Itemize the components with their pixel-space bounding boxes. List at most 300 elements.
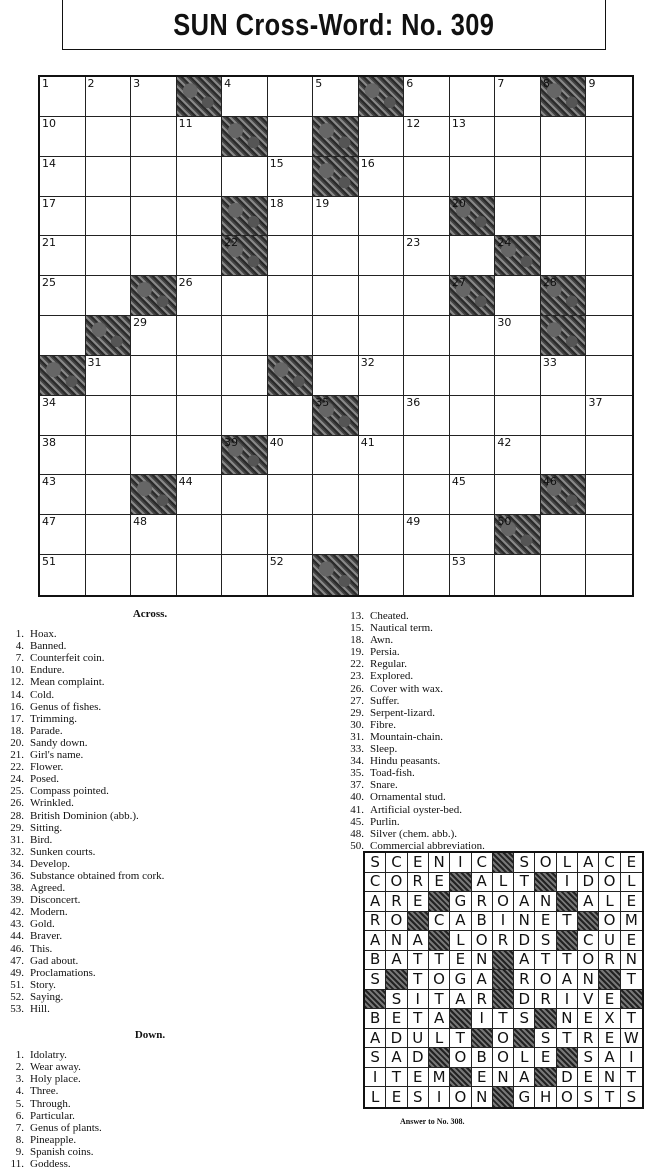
clue-item [0, 810, 300, 822]
clue-item-number: 16. [10, 700, 24, 713]
clue-item-number: 42. [10, 906, 24, 919]
black-square [313, 396, 359, 436]
answer-black-square [450, 873, 471, 893]
grid-cell[interactable] [40, 515, 86, 555]
grid-cell[interactable] [404, 77, 450, 117]
grid-cell[interactable] [313, 475, 359, 515]
grid-cell[interactable] [541, 515, 587, 555]
black-square [222, 197, 268, 237]
grid-cell[interactable] [404, 436, 450, 476]
clue-item-number: 52. [10, 990, 24, 1003]
answer-letter: H [535, 1087, 556, 1107]
grid-cell[interactable] [359, 197, 405, 237]
answer-black-square [514, 1029, 535, 1049]
clue-item-number: 39. [10, 894, 24, 907]
clue-item [0, 749, 300, 761]
grid-cell[interactable] [131, 515, 177, 555]
grid-cell[interactable] [541, 436, 587, 476]
grid-cell[interactable] [450, 236, 496, 276]
grid-cell[interactable] [131, 197, 177, 237]
clue-number: 38 [42, 435, 56, 449]
grid-cell[interactable] [586, 316, 632, 356]
clue-number: 35 [315, 395, 330, 409]
grid-cell[interactable] [450, 316, 496, 356]
clue-item [0, 822, 300, 834]
clue-item-number: 29. [350, 706, 364, 719]
answer-letter: E [408, 853, 429, 873]
grid-cell[interactable] [404, 515, 450, 555]
answer-letter: U [599, 931, 620, 951]
grid-cell[interactable] [586, 356, 632, 396]
grid-cell[interactable] [131, 356, 177, 396]
clue-item [0, 628, 300, 640]
grid-cell[interactable] [586, 276, 632, 316]
grid-cell[interactable] [541, 555, 587, 595]
grid-cell[interactable] [450, 157, 496, 197]
grid-cell[interactable] [586, 555, 632, 595]
clue-item [0, 894, 300, 906]
grid-cell[interactable] [495, 117, 541, 157]
clue-item-number: 44. [10, 930, 24, 943]
grid-cell[interactable] [40, 197, 86, 237]
clue-number: 37 [588, 395, 603, 409]
answer-letter: S [535, 1029, 556, 1049]
clue-number: 13 [451, 116, 466, 130]
clue-item-number: 12. [10, 676, 24, 689]
clue-item-text: Mean complaint. [30, 676, 105, 689]
grid-cell[interactable] [268, 197, 314, 237]
clue-item-text: Regular. [370, 658, 407, 671]
clue-item [0, 906, 300, 918]
answer-letter: T [557, 951, 578, 971]
clue-item [340, 804, 640, 816]
grid-cell[interactable] [86, 77, 132, 117]
black-square [177, 77, 223, 117]
answer-letter: S [578, 1087, 599, 1107]
answer-letter: A [514, 1068, 535, 1088]
clue-item [0, 773, 300, 785]
grid-cell[interactable] [177, 475, 223, 515]
grid-cell[interactable] [404, 475, 450, 515]
clue-item-number: 9. [15, 1145, 24, 1158]
answer-black-square [493, 990, 514, 1010]
grid-cell[interactable] [268, 396, 314, 436]
grid-cell[interactable] [40, 157, 86, 197]
grid-cell[interactable] [359, 475, 405, 515]
answer-black-square [493, 853, 514, 873]
clue-item [0, 991, 300, 1003]
grid-cell[interactable] [495, 157, 541, 197]
grid-cell[interactable] [268, 515, 314, 555]
grid-cell[interactable] [586, 396, 632, 436]
answer-letter: G [450, 970, 471, 990]
clue-item-text: British Dominion (abb.). [30, 809, 139, 822]
grid-cell[interactable] [222, 77, 268, 117]
answer-letter: O [493, 892, 514, 912]
grid-cell[interactable] [404, 356, 450, 396]
grid-cell[interactable] [359, 276, 405, 316]
clue-number: 44 [178, 475, 193, 489]
grid-cell[interactable] [450, 396, 496, 436]
answer-letter: O [578, 951, 599, 971]
grid-cell[interactable] [495, 197, 541, 237]
clue-item [0, 967, 300, 979]
clue-item [0, 979, 300, 991]
answer-letter: N [621, 951, 642, 971]
clue-item [340, 610, 640, 622]
grid-cell[interactable] [222, 396, 268, 436]
grid-cell[interactable] [40, 236, 86, 276]
answer-black-square [450, 1009, 471, 1029]
grid-cell[interactable] [40, 555, 86, 595]
grid-cell[interactable] [131, 77, 177, 117]
clue-item-number: 33. [350, 743, 364, 756]
grid-cell[interactable] [177, 197, 223, 237]
grid-cell[interactable] [313, 276, 359, 316]
clue-item-number: 20. [10, 736, 24, 749]
grid-cell[interactable] [541, 236, 587, 276]
clue-item-text: Wrinkled. [30, 797, 74, 810]
clue-item [340, 683, 640, 695]
grid-cell[interactable] [222, 276, 268, 316]
grid-cell[interactable] [359, 436, 405, 476]
grid-cell[interactable] [86, 236, 132, 276]
grid-cell[interactable] [404, 157, 450, 197]
answer-letter: N [386, 931, 407, 951]
clue-item [0, 689, 300, 701]
grid-cell[interactable] [495, 436, 541, 476]
clue-item-text: Bird. [30, 833, 53, 846]
answer-letter: I [557, 873, 578, 893]
clue-item-number: 7. [15, 1121, 24, 1134]
grid-cell[interactable] [40, 316, 86, 356]
clue-item-text: Holy place. [30, 1073, 81, 1086]
grid-cell[interactable] [404, 117, 450, 157]
grid-cell[interactable] [359, 396, 405, 436]
grid-cell[interactable] [450, 515, 496, 555]
clue-number: 45 [451, 475, 466, 489]
black-square [450, 197, 496, 237]
clue-item-text: Purlin. [370, 815, 400, 828]
answer-letter: O [493, 1029, 514, 1049]
answer-letter: O [429, 970, 450, 990]
grid-cell[interactable] [313, 316, 359, 356]
answer-letter: C [578, 931, 599, 951]
grid-cell[interactable] [541, 197, 587, 237]
grid-cell[interactable] [131, 436, 177, 476]
clue-number: 4 [224, 77, 232, 90]
grid-cell[interactable] [495, 396, 541, 436]
grid-cell[interactable] [177, 236, 223, 276]
grid-cell[interactable] [450, 436, 496, 476]
grid-cell[interactable] [495, 276, 541, 316]
clue-item-number: 13. [350, 610, 364, 622]
grid-cell[interactable] [86, 276, 132, 316]
grid-cell[interactable] [359, 236, 405, 276]
answer-letter: B [472, 1048, 493, 1068]
grid-cell[interactable] [359, 117, 405, 157]
clue-item-number: 40. [350, 791, 364, 804]
clue-item [340, 707, 640, 719]
answer-letter: I [429, 1087, 450, 1107]
grid-cell[interactable] [450, 475, 496, 515]
grid-cell[interactable] [313, 236, 359, 276]
grid-cell[interactable] [313, 77, 359, 117]
clue-item [0, 1110, 300, 1122]
clue-item-text: Braver. [30, 930, 63, 943]
clue-item [0, 1134, 300, 1146]
clue-number: 53 [451, 555, 466, 569]
answer-letter: O [599, 873, 620, 893]
grid-cell[interactable] [495, 77, 541, 117]
clue-item [340, 719, 640, 731]
grid-cell[interactable] [86, 197, 132, 237]
black-square [541, 316, 587, 356]
grid-cell[interactable] [313, 197, 359, 237]
grid-cell[interactable] [404, 276, 450, 316]
grid-cell[interactable] [586, 436, 632, 476]
clue-number: 1 [42, 77, 49, 90]
clue-item-number: 31. [10, 833, 24, 846]
grid-cell[interactable] [86, 396, 132, 436]
clue-item-number: 29. [10, 821, 24, 834]
clue-item [340, 828, 640, 840]
clue-item [0, 797, 300, 809]
grid-cell[interactable] [359, 316, 405, 356]
clue-item [0, 713, 300, 725]
clue-item-text: Cold. [30, 688, 55, 701]
grid-cell[interactable] [40, 117, 86, 157]
clue-item [0, 701, 300, 713]
grid-cell[interactable] [40, 276, 86, 316]
grid-cell[interactable] [86, 157, 132, 197]
clue-item [0, 652, 300, 664]
grid-cell[interactable] [268, 316, 314, 356]
grid-cell[interactable] [313, 436, 359, 476]
clue-number: 47 [42, 515, 56, 529]
answer-letter: N [599, 1068, 620, 1088]
grid-cell[interactable] [404, 236, 450, 276]
grid-cell[interactable] [177, 396, 223, 436]
grid-cell[interactable] [541, 356, 587, 396]
answer-letter: R [472, 990, 493, 1010]
clue-number: 9 [588, 77, 596, 90]
grid-cell[interactable] [359, 555, 405, 595]
grid-cell[interactable] [86, 515, 132, 555]
grid-cell[interactable] [586, 236, 632, 276]
clue-number: 34 [42, 395, 56, 409]
clue-number: 24 [497, 236, 512, 250]
clue-item-text: Posed. [30, 773, 60, 786]
clue-item-text: Girl's name. [30, 749, 84, 762]
clue-item-number: 25. [10, 785, 24, 798]
answer-letter: L [493, 873, 514, 893]
answer-letter: U [408, 1029, 429, 1049]
answer-letter: G [450, 892, 471, 912]
answer-letter: T [408, 970, 429, 990]
grid-cell[interactable] [586, 117, 632, 157]
grid-cell[interactable] [40, 77, 86, 117]
clue-item-text: Awn. [370, 634, 394, 647]
grid-cell[interactable] [177, 157, 223, 197]
down-clue-list-left [0, 1049, 300, 1170]
clue-item [0, 676, 300, 688]
answer-black-square [429, 931, 450, 951]
answer-letter: C [599, 853, 620, 873]
grid-cell[interactable] [268, 276, 314, 316]
answer-letter: N [429, 853, 450, 873]
grid-cell[interactable] [86, 555, 132, 595]
grid-cell[interactable] [177, 436, 223, 476]
grid-cell[interactable] [131, 157, 177, 197]
clue-item [0, 955, 300, 967]
answer-letter: I [472, 1009, 493, 1029]
grid-cell[interactable] [40, 396, 86, 436]
clue-item [340, 767, 640, 779]
grid-cell[interactable] [86, 117, 132, 157]
clue-item-number: 53. [10, 1003, 24, 1015]
grid-cell[interactable] [131, 117, 177, 157]
clue-item [0, 943, 300, 955]
answer-letter: T [557, 912, 578, 932]
grid-cell[interactable] [495, 475, 541, 515]
answer-letter: A [450, 912, 471, 932]
grid-cell[interactable] [404, 316, 450, 356]
grid-cell[interactable] [313, 356, 359, 396]
grid-cell[interactable] [222, 356, 268, 396]
answer-letter: D [408, 1048, 429, 1068]
grid-cell[interactable] [222, 555, 268, 595]
answer-letter: O [535, 970, 556, 990]
grid-cell[interactable] [495, 316, 541, 356]
grid-cell[interactable] [359, 157, 405, 197]
grid-cell[interactable] [404, 396, 450, 436]
answer-letter: R [493, 931, 514, 951]
grid-cell[interactable] [177, 276, 223, 316]
clue-item-text: Sleep. [370, 743, 398, 756]
grid-cell[interactable] [268, 77, 314, 117]
answer-letter: L [450, 931, 471, 951]
grid-cell[interactable] [586, 77, 632, 117]
answer-letter: M [621, 912, 642, 932]
grid-cell[interactable] [404, 197, 450, 237]
clue-number: 27 [451, 276, 466, 290]
grid-cell[interactable] [268, 117, 314, 157]
grid-cell[interactable] [268, 436, 314, 476]
clue-item [340, 743, 640, 755]
answer-letter: O [386, 873, 407, 893]
clue-item-number: 21. [10, 749, 24, 762]
clue-item-number: 11. [10, 1158, 24, 1170]
grid-cell[interactable] [222, 316, 268, 356]
answer-letter: A [365, 892, 386, 912]
grid-cell[interactable] [86, 356, 132, 396]
clue-number: 16 [360, 156, 375, 170]
grid-cell[interactable] [86, 436, 132, 476]
answer-black-square [578, 912, 599, 932]
grid-cell[interactable] [268, 555, 314, 595]
grid-cell[interactable] [131, 396, 177, 436]
grid-cell[interactable] [495, 555, 541, 595]
grid-cell[interactable] [131, 316, 177, 356]
clue-number: 22 [224, 236, 239, 250]
grid-cell[interactable] [450, 555, 496, 595]
grid-cell[interactable] [359, 515, 405, 555]
answer-letter: A [429, 1009, 450, 1029]
grid-cell[interactable] [450, 117, 496, 157]
grid-cell[interactable] [586, 515, 632, 555]
grid-cell[interactable] [86, 475, 132, 515]
clue-item-text: Hoax. [30, 628, 57, 641]
answer-letter: C [386, 853, 407, 873]
clue-item-text: Genus of fishes. [30, 700, 102, 713]
clue-item-number: 23. [350, 670, 364, 683]
answer-letter: T [408, 951, 429, 971]
answer-letter: C [365, 873, 386, 893]
grid-cell[interactable] [177, 555, 223, 595]
answer-letter: X [599, 1009, 620, 1029]
answer-letter: S [386, 990, 407, 1010]
grid-cell[interactable] [450, 356, 496, 396]
clue-item-number: 3. [15, 1073, 24, 1086]
answer-letter: R [514, 970, 535, 990]
grid-cell[interactable] [131, 555, 177, 595]
clue-item [0, 785, 300, 797]
grid-cell[interactable] [359, 356, 405, 396]
grid-cell[interactable] [313, 515, 359, 555]
grid-cell[interactable] [586, 197, 632, 237]
clue-item-text: Modern. [30, 906, 68, 919]
grid-cell[interactable] [541, 157, 587, 197]
grid-cell[interactable] [131, 236, 177, 276]
clue-item-number: 34. [10, 857, 24, 870]
clue-item-number: 17. [10, 712, 24, 725]
grid-cell[interactable] [177, 356, 223, 396]
grid-cell[interactable] [268, 236, 314, 276]
grid-cell[interactable] [222, 515, 268, 555]
clue-item [0, 882, 300, 894]
grid-cell[interactable] [177, 316, 223, 356]
grid-cell[interactable] [222, 475, 268, 515]
grid-cell[interactable] [586, 157, 632, 197]
clue-item-text: Toad-fish. [370, 767, 415, 780]
clue-item-text: Explored. [370, 670, 414, 683]
answer-letter: A [578, 853, 599, 873]
clue-item-number: 43. [10, 918, 24, 931]
clue-number: 50 [497, 515, 512, 529]
answer-letter: R [535, 990, 556, 1010]
grid-cell[interactable] [541, 396, 587, 436]
grid-cell[interactable] [177, 117, 223, 157]
grid-cell[interactable] [40, 475, 86, 515]
grid-cell[interactable] [495, 356, 541, 396]
grid-cell[interactable] [404, 555, 450, 595]
grid-cell[interactable] [541, 117, 587, 157]
grid-cell[interactable] [586, 475, 632, 515]
clue-item [0, 725, 300, 737]
grid-cell[interactable] [450, 77, 496, 117]
grid-cell[interactable] [222, 157, 268, 197]
grid-cell[interactable] [40, 436, 86, 476]
grid-cell[interactable] [177, 515, 223, 555]
across-header: Across. [132, 608, 168, 620]
grid-cell[interactable] [268, 157, 314, 197]
grid-cell[interactable] [268, 475, 314, 515]
clue-item [0, 858, 300, 870]
answer-letter: N [578, 970, 599, 990]
answer-letter: L [429, 1029, 450, 1049]
clue-number: 41 [360, 435, 375, 449]
